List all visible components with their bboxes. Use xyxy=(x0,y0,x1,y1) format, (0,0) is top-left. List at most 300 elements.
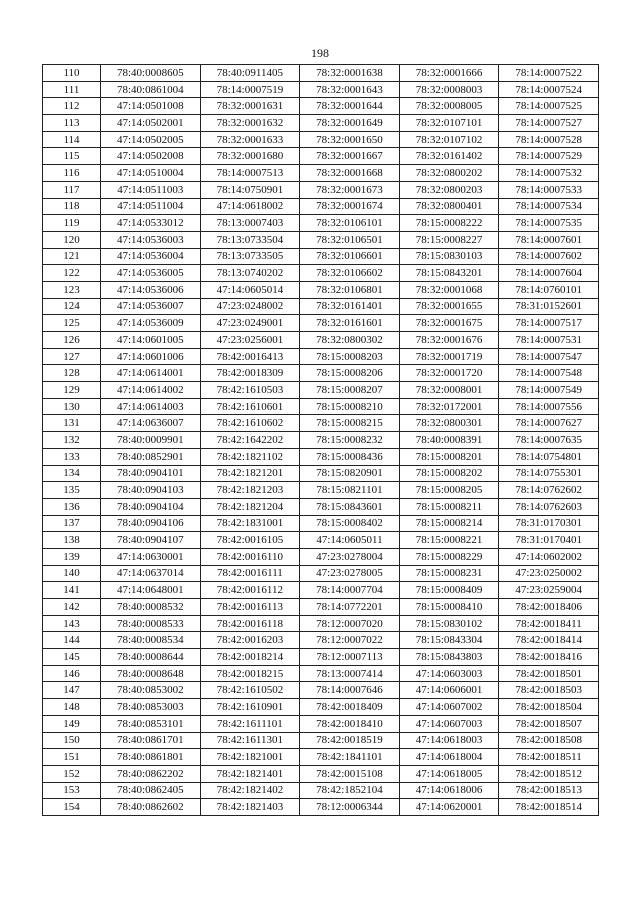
table-row xyxy=(43,81,599,98)
cadastral-number-cell: 47:14:0502008 xyxy=(101,148,201,165)
page-number: 198 xyxy=(311,46,329,60)
cadastral-number-cell: 47:14:0637014 xyxy=(101,565,201,582)
cadastral-number-cell: 47:14:0511003 xyxy=(101,181,201,198)
cadastral-number-cell: 78:15:0843803 xyxy=(399,649,499,666)
table-row xyxy=(43,248,599,265)
cadastral-number-cell: 78:42:1852104 xyxy=(300,782,400,799)
cadastral-number-cell: 78:14:0007646 xyxy=(300,682,400,699)
table-row xyxy=(43,548,599,565)
row-number-cell: 144 xyxy=(43,632,101,649)
cadastral-number-cell: 78:42:0018410 xyxy=(300,715,400,732)
cadastral-number-cell: 47:14:0533012 xyxy=(101,215,201,232)
cadastral-number-cell: 78:32:0106602 xyxy=(300,265,400,282)
cadastral-number-cell: 78:15:0820901 xyxy=(300,465,400,482)
cadastral-number-cell: 47:23:0248002 xyxy=(200,298,300,315)
table-row xyxy=(43,131,599,148)
cadastral-number-cell: 78:32:0001655 xyxy=(399,298,499,315)
cadastral-number-cell: 78:42:0018409 xyxy=(300,699,400,716)
table-row xyxy=(43,398,599,415)
table-row xyxy=(43,448,599,465)
cadastral-number-cell: 78:40:0904103 xyxy=(101,482,201,499)
cadastral-number-cell: 78:42:0018214 xyxy=(200,649,300,666)
cadastral-number-cell: 78:32:0800302 xyxy=(300,332,400,349)
cadastral-number-cell: 78:42:1821001 xyxy=(200,749,300,766)
cadastral-number-cell: 78:42:1821403 xyxy=(200,799,300,816)
row-number-cell: 145 xyxy=(43,649,101,666)
cadastral-number-cell: 47:14:0614002 xyxy=(101,382,201,399)
cadastral-number-cell: 47:23:0256001 xyxy=(200,332,300,349)
cadastral-number-cell: 78:14:0754801 xyxy=(499,448,599,465)
cadastral-number-cell: 78:15:0008229 xyxy=(399,548,499,565)
table-row xyxy=(43,582,599,599)
table-row xyxy=(43,782,599,799)
table-row xyxy=(43,765,599,782)
cadastral-number-cell: 78:14:0007532 xyxy=(499,165,599,182)
table-row xyxy=(43,732,599,749)
cadastral-number-cell: 78:32:0001068 xyxy=(399,281,499,298)
table-row xyxy=(43,265,599,282)
cadastral-number-cell: 78:14:0762603 xyxy=(499,498,599,515)
cadastral-number-cell: 78:15:0008211 xyxy=(399,498,499,515)
table-row xyxy=(43,298,599,315)
cadastral-number-cell: 78:42:1610503 xyxy=(200,382,300,399)
cadastral-number-cell: 78:42:0018519 xyxy=(300,732,400,749)
cadastral-number-cell: 47:14:0618006 xyxy=(399,782,499,799)
table-row xyxy=(43,498,599,515)
row-number-cell: 113 xyxy=(43,115,101,132)
cadastral-number-cell: 78:42:0016413 xyxy=(200,348,300,365)
table-row xyxy=(43,749,599,766)
cadastral-number-cell: 47:14:0620001 xyxy=(399,799,499,816)
cadastral-number-cell: 78:42:0018508 xyxy=(499,732,599,749)
cadastral-number-cell: 78:42:0016113 xyxy=(200,599,300,616)
cadastral-number-cell: 47:14:0536007 xyxy=(101,298,201,315)
cadastral-number-cell: 47:14:0536006 xyxy=(101,281,201,298)
cadastral-number-cell: 47:14:0510004 xyxy=(101,165,201,182)
cadastral-number-cell: 78:42:0018513 xyxy=(499,782,599,799)
cadastral-number-cell: 47:23:0259004 xyxy=(499,582,599,599)
table-row xyxy=(43,532,599,549)
cadastral-number-cell: 47:14:0601005 xyxy=(101,332,201,349)
cadastral-number-cell: 78:15:0008205 xyxy=(399,482,499,499)
table-row xyxy=(43,465,599,482)
cadastral-number-cell: 78:40:0904107 xyxy=(101,532,201,549)
cadastral-number-cell: 78:40:0904104 xyxy=(101,498,201,515)
cadastral-number-cell: 78:42:1821401 xyxy=(200,765,300,782)
row-number-cell: 128 xyxy=(43,365,101,382)
row-number-cell: 138 xyxy=(43,532,101,549)
cadastral-number-cell: 78:40:0904106 xyxy=(101,515,201,532)
cadastral-number-cell: 47:14:0603003 xyxy=(399,665,499,682)
cadastral-number-cell: 78:42:0018414 xyxy=(499,632,599,649)
cadastral-number-cell: 78:40:0861004 xyxy=(101,81,201,98)
cadastral-number-cell: 78:14:0007519 xyxy=(200,81,300,98)
cadastral-number-cell: 47:14:0607003 xyxy=(399,715,499,732)
row-number-cell: 143 xyxy=(43,615,101,632)
cadastral-number-cell: 78:32:0001675 xyxy=(399,315,499,332)
cadastral-number-cell: 78:32:0161401 xyxy=(300,298,400,315)
cadastral-number-cell: 78:14:0007704 xyxy=(300,582,400,599)
cadastral-number-cell: 78:15:0843304 xyxy=(399,632,499,649)
row-number-cell: 129 xyxy=(43,382,101,399)
row-number-cell: 149 xyxy=(43,715,101,732)
cadastral-number-cell: 78:42:0018411 xyxy=(499,615,599,632)
table-row xyxy=(43,432,599,449)
row-number-cell: 117 xyxy=(43,181,101,198)
cadastral-number-cell: 78:14:0007527 xyxy=(499,115,599,132)
cadastral-number-cell: 78:12:0007022 xyxy=(300,632,400,649)
cadastral-number-cell: 47:14:0502001 xyxy=(101,115,201,132)
row-number-cell: 148 xyxy=(43,699,101,716)
cadastral-number-cell: 47:23:0249001 xyxy=(200,315,300,332)
cadastral-number-cell: 78:42:1610601 xyxy=(200,398,300,415)
cadastral-number-cell: 78:32:0800203 xyxy=(399,181,499,198)
table-row xyxy=(43,649,599,666)
cadastral-number-cell: 78:14:0007513 xyxy=(200,165,300,182)
row-number-cell: 125 xyxy=(43,315,101,332)
cadastral-number-cell: 78:32:0800401 xyxy=(399,198,499,215)
cadastral-number-cell: 78:15:0843601 xyxy=(300,498,400,515)
cadastral-number-cell: 78:40:0861801 xyxy=(101,749,201,766)
cadastral-number-cell: 78:40:0008391 xyxy=(399,432,499,449)
table-row xyxy=(43,665,599,682)
cadastral-number-cell: 78:14:0750901 xyxy=(200,181,300,198)
table-row xyxy=(43,415,599,432)
table-row xyxy=(43,515,599,532)
cadastral-number-cell: 78:15:0008206 xyxy=(300,365,400,382)
cadastral-number-cell: 78:32:0001668 xyxy=(300,165,400,182)
cadastral-number-cell: 47:14:0536005 xyxy=(101,265,201,282)
table-row xyxy=(43,198,599,215)
table-row xyxy=(43,382,599,399)
cadastral-number-cell: 78:32:0107101 xyxy=(399,115,499,132)
cadastral-number-cell: 78:32:0001666 xyxy=(399,65,499,82)
cadastral-number-cell: 78:15:0008215 xyxy=(300,415,400,432)
row-number-cell: 139 xyxy=(43,548,101,565)
row-number-cell: 110 xyxy=(43,65,101,82)
cadastral-number-cell: 47:14:0618004 xyxy=(399,749,499,766)
cadastral-number-cell: 78:42:0018514 xyxy=(499,799,599,816)
cadastral-number-cell: 78:14:0007525 xyxy=(499,98,599,115)
cadastral-number-cell: 78:42:0018406 xyxy=(499,599,599,616)
cadastral-number-cell: 78:42:0018512 xyxy=(499,765,599,782)
cadastral-number-cell: 78:14:0007604 xyxy=(499,265,599,282)
cadastral-number-cell: 47:14:0536009 xyxy=(101,315,201,332)
cadastral-number-cell: 47:23:0250002 xyxy=(499,565,599,582)
cadastral-number-cell: 47:14:0511004 xyxy=(101,198,201,215)
cadastral-number-cell: 78:14:0007529 xyxy=(499,148,599,165)
cadastral-number-cell: 78:13:0740202 xyxy=(200,265,300,282)
cadastral-number-cell: 78:32:0001676 xyxy=(399,332,499,349)
cadastral-number-cell: 78:40:0862202 xyxy=(101,765,201,782)
cadastral-number-cell: 78:32:0800301 xyxy=(399,415,499,432)
cadastral-number-cell: 78:32:0008005 xyxy=(399,98,499,115)
row-number-cell: 120 xyxy=(43,231,101,248)
cadastral-number-cell: 47:14:0501008 xyxy=(101,98,201,115)
cadastral-number-cell: 78:42:0016118 xyxy=(200,615,300,632)
cadastral-number-cell: 78:42:0018309 xyxy=(200,365,300,382)
row-number-cell: 137 xyxy=(43,515,101,532)
cadastral-number-cell: 78:40:0862405 xyxy=(101,782,201,799)
cadastral-number-cell: 78:31:0170301 xyxy=(499,515,599,532)
cadastral-number-cell: 78:31:0170401 xyxy=(499,532,599,549)
cadastral-number-cell: 78:31:0152601 xyxy=(499,298,599,315)
table-row xyxy=(43,148,599,165)
cadastral-number-cell: 78:32:0001673 xyxy=(300,181,400,198)
table-row xyxy=(43,332,599,349)
cadastral-number-cell: 78:40:0008648 xyxy=(101,665,201,682)
row-number-cell: 152 xyxy=(43,765,101,782)
table-row xyxy=(43,632,599,649)
cadastral-number-cell: 78:42:0016112 xyxy=(200,582,300,599)
cadastral-number-cell: 78:14:0007548 xyxy=(499,365,599,382)
row-number-cell: 147 xyxy=(43,682,101,699)
cadastral-number-cell: 78:15:0008410 xyxy=(399,599,499,616)
cadastral-number-cell: 78:42:1821102 xyxy=(200,448,300,465)
cadastral-number-cell: 78:14:0007517 xyxy=(499,315,599,332)
cadastral-number-cell: 78:13:0733505 xyxy=(200,248,300,265)
cadastral-number-cell: 78:32:0008003 xyxy=(399,81,499,98)
cadastral-number-cell: 78:14:0007556 xyxy=(499,398,599,415)
row-number-cell: 136 xyxy=(43,498,101,515)
cadastral-number-cell: 78:42:0018215 xyxy=(200,665,300,682)
cadastral-number-cell: 78:42:1821201 xyxy=(200,465,300,482)
cadastral-number-cell: 78:42:0016105 xyxy=(200,532,300,549)
row-number-cell: 132 xyxy=(43,432,101,449)
cadastral-number-cell: 78:14:0007635 xyxy=(499,432,599,449)
cadastral-number-cell: 78:32:0001632 xyxy=(200,115,300,132)
cadastral-number-cell: 47:14:0607002 xyxy=(399,699,499,716)
cadastral-number-cell: 78:40:0852901 xyxy=(101,448,201,465)
row-number-cell: 153 xyxy=(43,782,101,799)
cadastral-number-cell: 78:32:0161601 xyxy=(300,315,400,332)
cadastral-number-cell: 78:32:0001720 xyxy=(399,365,499,382)
table-body xyxy=(43,65,599,816)
cadastral-number-cell: 78:32:0106101 xyxy=(300,215,400,232)
cadastral-number-cell: 78:14:0007547 xyxy=(499,348,599,365)
table-row xyxy=(43,599,599,616)
cadastral-number-cell: 78:14:0007533 xyxy=(499,181,599,198)
cadastral-numbers-table xyxy=(42,64,599,816)
row-number-cell: 131 xyxy=(43,415,101,432)
table-row xyxy=(43,98,599,115)
cadastral-number-cell: 78:15:0008231 xyxy=(399,565,499,582)
row-number-cell: 146 xyxy=(43,665,101,682)
cadastral-number-cell: 78:42:0018511 xyxy=(499,749,599,766)
table-row xyxy=(43,799,599,816)
cadastral-number-cell: 78:42:1841101 xyxy=(300,749,400,766)
cadastral-number-cell: 78:42:0016111 xyxy=(200,565,300,582)
cadastral-number-cell: 78:40:0008533 xyxy=(101,615,201,632)
cadastral-number-cell: 78:42:1610901 xyxy=(200,699,300,716)
row-number-cell: 142 xyxy=(43,599,101,616)
table-row xyxy=(43,65,599,82)
row-number-cell: 118 xyxy=(43,198,101,215)
cadastral-number-cell: 78:12:0007113 xyxy=(300,649,400,666)
cadastral-number-cell: 78:40:0861701 xyxy=(101,732,201,749)
cadastral-number-cell: 78:40:0853003 xyxy=(101,699,201,716)
cadastral-number-cell: 78:14:0007549 xyxy=(499,382,599,399)
cadastral-number-cell: 78:15:0008409 xyxy=(399,582,499,599)
cadastral-number-cell: 47:23:0278004 xyxy=(300,548,400,565)
cadastral-number-cell: 78:14:0007528 xyxy=(499,131,599,148)
cadastral-number-cell: 78:15:0008221 xyxy=(399,532,499,549)
cadastral-number-cell: 78:15:0008202 xyxy=(399,465,499,482)
cadastral-number-cell: 78:32:0172001 xyxy=(399,398,499,415)
cadastral-number-cell: 78:40:0911405 xyxy=(200,65,300,82)
cadastral-number-cell: 78:42:1611101 xyxy=(200,715,300,732)
cadastral-number-cell: 78:32:0001649 xyxy=(300,115,400,132)
cadastral-number-cell: 47:14:0648001 xyxy=(101,582,201,599)
cadastral-number-cell: 78:40:0008644 xyxy=(101,649,201,666)
table-row xyxy=(43,365,599,382)
row-number-cell: 127 xyxy=(43,348,101,365)
row-number-cell: 111 xyxy=(43,81,101,98)
cadastral-number-cell: 78:40:0853101 xyxy=(101,715,201,732)
cadastral-number-cell: 78:42:0018416 xyxy=(499,649,599,666)
table-row xyxy=(43,565,599,582)
table-row xyxy=(43,315,599,332)
cadastral-number-cell: 78:42:1611301 xyxy=(200,732,300,749)
cadastral-number-cell: 47:14:0601006 xyxy=(101,348,201,365)
cadastral-number-cell: 78:14:0007535 xyxy=(499,215,599,232)
cadastral-number-cell: 78:15:0008201 xyxy=(399,448,499,465)
cadastral-number-cell: 78:32:0001631 xyxy=(200,98,300,115)
row-number-cell: 114 xyxy=(43,131,101,148)
cadastral-number-cell: 47:14:0618005 xyxy=(399,765,499,782)
row-number-cell: 116 xyxy=(43,165,101,182)
cadastral-number-cell: 78:40:0862602 xyxy=(101,799,201,816)
table-row xyxy=(43,115,599,132)
cadastral-number-cell: 78:40:0008605 xyxy=(101,65,201,82)
cadastral-number-cell: 47:14:0502005 xyxy=(101,131,201,148)
cadastral-number-cell: 78:15:0008207 xyxy=(300,382,400,399)
cadastral-number-cell: 78:32:0106601 xyxy=(300,248,400,265)
cadastral-number-cell: 47:14:0602002 xyxy=(499,548,599,565)
cadastral-number-cell: 78:32:0107102 xyxy=(399,131,499,148)
cadastral-number-cell: 78:32:0008001 xyxy=(399,382,499,399)
table-row xyxy=(43,682,599,699)
cadastral-number-cell: 47:14:0605014 xyxy=(200,281,300,298)
row-number-cell: 115 xyxy=(43,148,101,165)
row-number-cell: 135 xyxy=(43,482,101,499)
row-number-cell: 134 xyxy=(43,465,101,482)
cadastral-number-cell: 78:32:0001667 xyxy=(300,148,400,165)
cadastral-number-cell: 47:14:0606001 xyxy=(399,682,499,699)
cadastral-number-cell: 78:14:0762602 xyxy=(499,482,599,499)
table-row xyxy=(43,231,599,248)
row-number-cell: 119 xyxy=(43,215,101,232)
cadastral-number-cell: 78:32:0001644 xyxy=(300,98,400,115)
cadastral-number-cell: 78:42:1821204 xyxy=(200,498,300,515)
cadastral-number-cell: 78:40:0008534 xyxy=(101,632,201,649)
table-row xyxy=(43,615,599,632)
row-number-cell: 141 xyxy=(43,582,101,599)
cadastral-number-cell: 47:14:0630001 xyxy=(101,548,201,565)
cadastral-number-cell: 78:15:0008222 xyxy=(399,215,499,232)
cadastral-number-cell: 78:42:1831001 xyxy=(200,515,300,532)
cadastral-number-cell: 78:12:0007020 xyxy=(300,615,400,632)
cadastral-number-cell: 78:13:0007414 xyxy=(300,665,400,682)
cadastral-number-cell: 78:32:0001719 xyxy=(399,348,499,365)
cadastral-number-cell: 47:14:0614003 xyxy=(101,398,201,415)
cadastral-number-cell: 78:32:0001633 xyxy=(200,131,300,148)
cadastral-number-cell: 78:13:0007403 xyxy=(200,215,300,232)
cadastral-number-cell: 78:42:0018504 xyxy=(499,699,599,716)
cadastral-number-cell: 78:42:1642202 xyxy=(200,432,300,449)
cadastral-number-cell: 78:15:0008210 xyxy=(300,398,400,415)
cadastral-number-cell: 78:40:0008532 xyxy=(101,599,201,616)
cadastral-number-cell: 78:15:0008227 xyxy=(399,231,499,248)
table-row xyxy=(43,482,599,499)
cadastral-number-cell: 78:15:0008203 xyxy=(300,348,400,365)
cadastral-number-cell: 78:15:0830102 xyxy=(399,615,499,632)
cadastral-number-cell: 78:32:0001650 xyxy=(300,131,400,148)
cadastral-number-cell: 78:15:0008214 xyxy=(399,515,499,532)
cadastral-number-cell: 78:12:0006344 xyxy=(300,799,400,816)
cadastral-number-cell: 47:14:0614001 xyxy=(101,365,201,382)
cadastral-number-cell: 78:14:0755301 xyxy=(499,465,599,482)
cadastral-number-cell: 47:23:0278005 xyxy=(300,565,400,582)
cadastral-number-cell: 78:32:0800202 xyxy=(399,165,499,182)
table-row xyxy=(43,699,599,716)
cadastral-number-cell: 78:42:1610502 xyxy=(200,682,300,699)
cadastral-number-cell: 78:14:0007531 xyxy=(499,332,599,349)
row-number-cell: 151 xyxy=(43,749,101,766)
cadastral-number-cell: 78:32:0106801 xyxy=(300,281,400,298)
cadastral-number-cell: 78:40:0904101 xyxy=(101,465,201,482)
cadastral-number-cell: 78:15:0008436 xyxy=(300,448,400,465)
cadastral-number-cell: 78:32:0001674 xyxy=(300,198,400,215)
cadastral-number-cell: 78:14:0007534 xyxy=(499,198,599,215)
cadastral-number-cell: 47:14:0618002 xyxy=(200,198,300,215)
row-number-cell: 154 xyxy=(43,799,101,816)
row-number-cell: 124 xyxy=(43,298,101,315)
cadastral-number-cell: 47:14:0605011 xyxy=(300,532,400,549)
cadastral-number-cell: 78:14:0007524 xyxy=(499,81,599,98)
cadastral-number-cell: 78:42:0016110 xyxy=(200,548,300,565)
cadastral-number-cell: 78:42:1610602 xyxy=(200,415,300,432)
cadastral-number-cell: 78:42:1821402 xyxy=(200,782,300,799)
row-number-cell: 123 xyxy=(43,281,101,298)
cadastral-number-cell: 47:14:0618003 xyxy=(399,732,499,749)
table-row xyxy=(43,281,599,298)
cadastral-number-cell: 78:15:0008232 xyxy=(300,432,400,449)
row-number-cell: 133 xyxy=(43,448,101,465)
cadastral-number-cell: 47:14:0636007 xyxy=(101,415,201,432)
cadastral-number-cell: 78:14:0007627 xyxy=(499,415,599,432)
cadastral-number-cell: 78:32:0001643 xyxy=(300,81,400,98)
table-row xyxy=(43,165,599,182)
cadastral-number-cell: 78:42:0015108 xyxy=(300,765,400,782)
cadastral-number-cell: 78:40:0009901 xyxy=(101,432,201,449)
cadastral-number-cell: 78:32:0001638 xyxy=(300,65,400,82)
cadastral-number-cell: 47:14:0536003 xyxy=(101,231,201,248)
cadastral-number-cell: 78:42:0016203 xyxy=(200,632,300,649)
row-number-cell: 122 xyxy=(43,265,101,282)
cadastral-number-cell: 78:14:0007602 xyxy=(499,248,599,265)
cadastral-number-cell: 78:14:0007522 xyxy=(499,65,599,82)
cadastral-number-cell: 78:42:0018501 xyxy=(499,665,599,682)
cadastral-number-cell: 78:32:0106501 xyxy=(300,231,400,248)
row-number-cell: 150 xyxy=(43,732,101,749)
cadastral-number-cell: 78:14:0007601 xyxy=(499,231,599,248)
table-row xyxy=(43,715,599,732)
cadastral-number-cell: 78:14:0772201 xyxy=(300,599,400,616)
cadastral-number-cell: 78:42:1821203 xyxy=(200,482,300,499)
table-row xyxy=(43,215,599,232)
cadastral-number-cell: 78:13:0733504 xyxy=(200,231,300,248)
